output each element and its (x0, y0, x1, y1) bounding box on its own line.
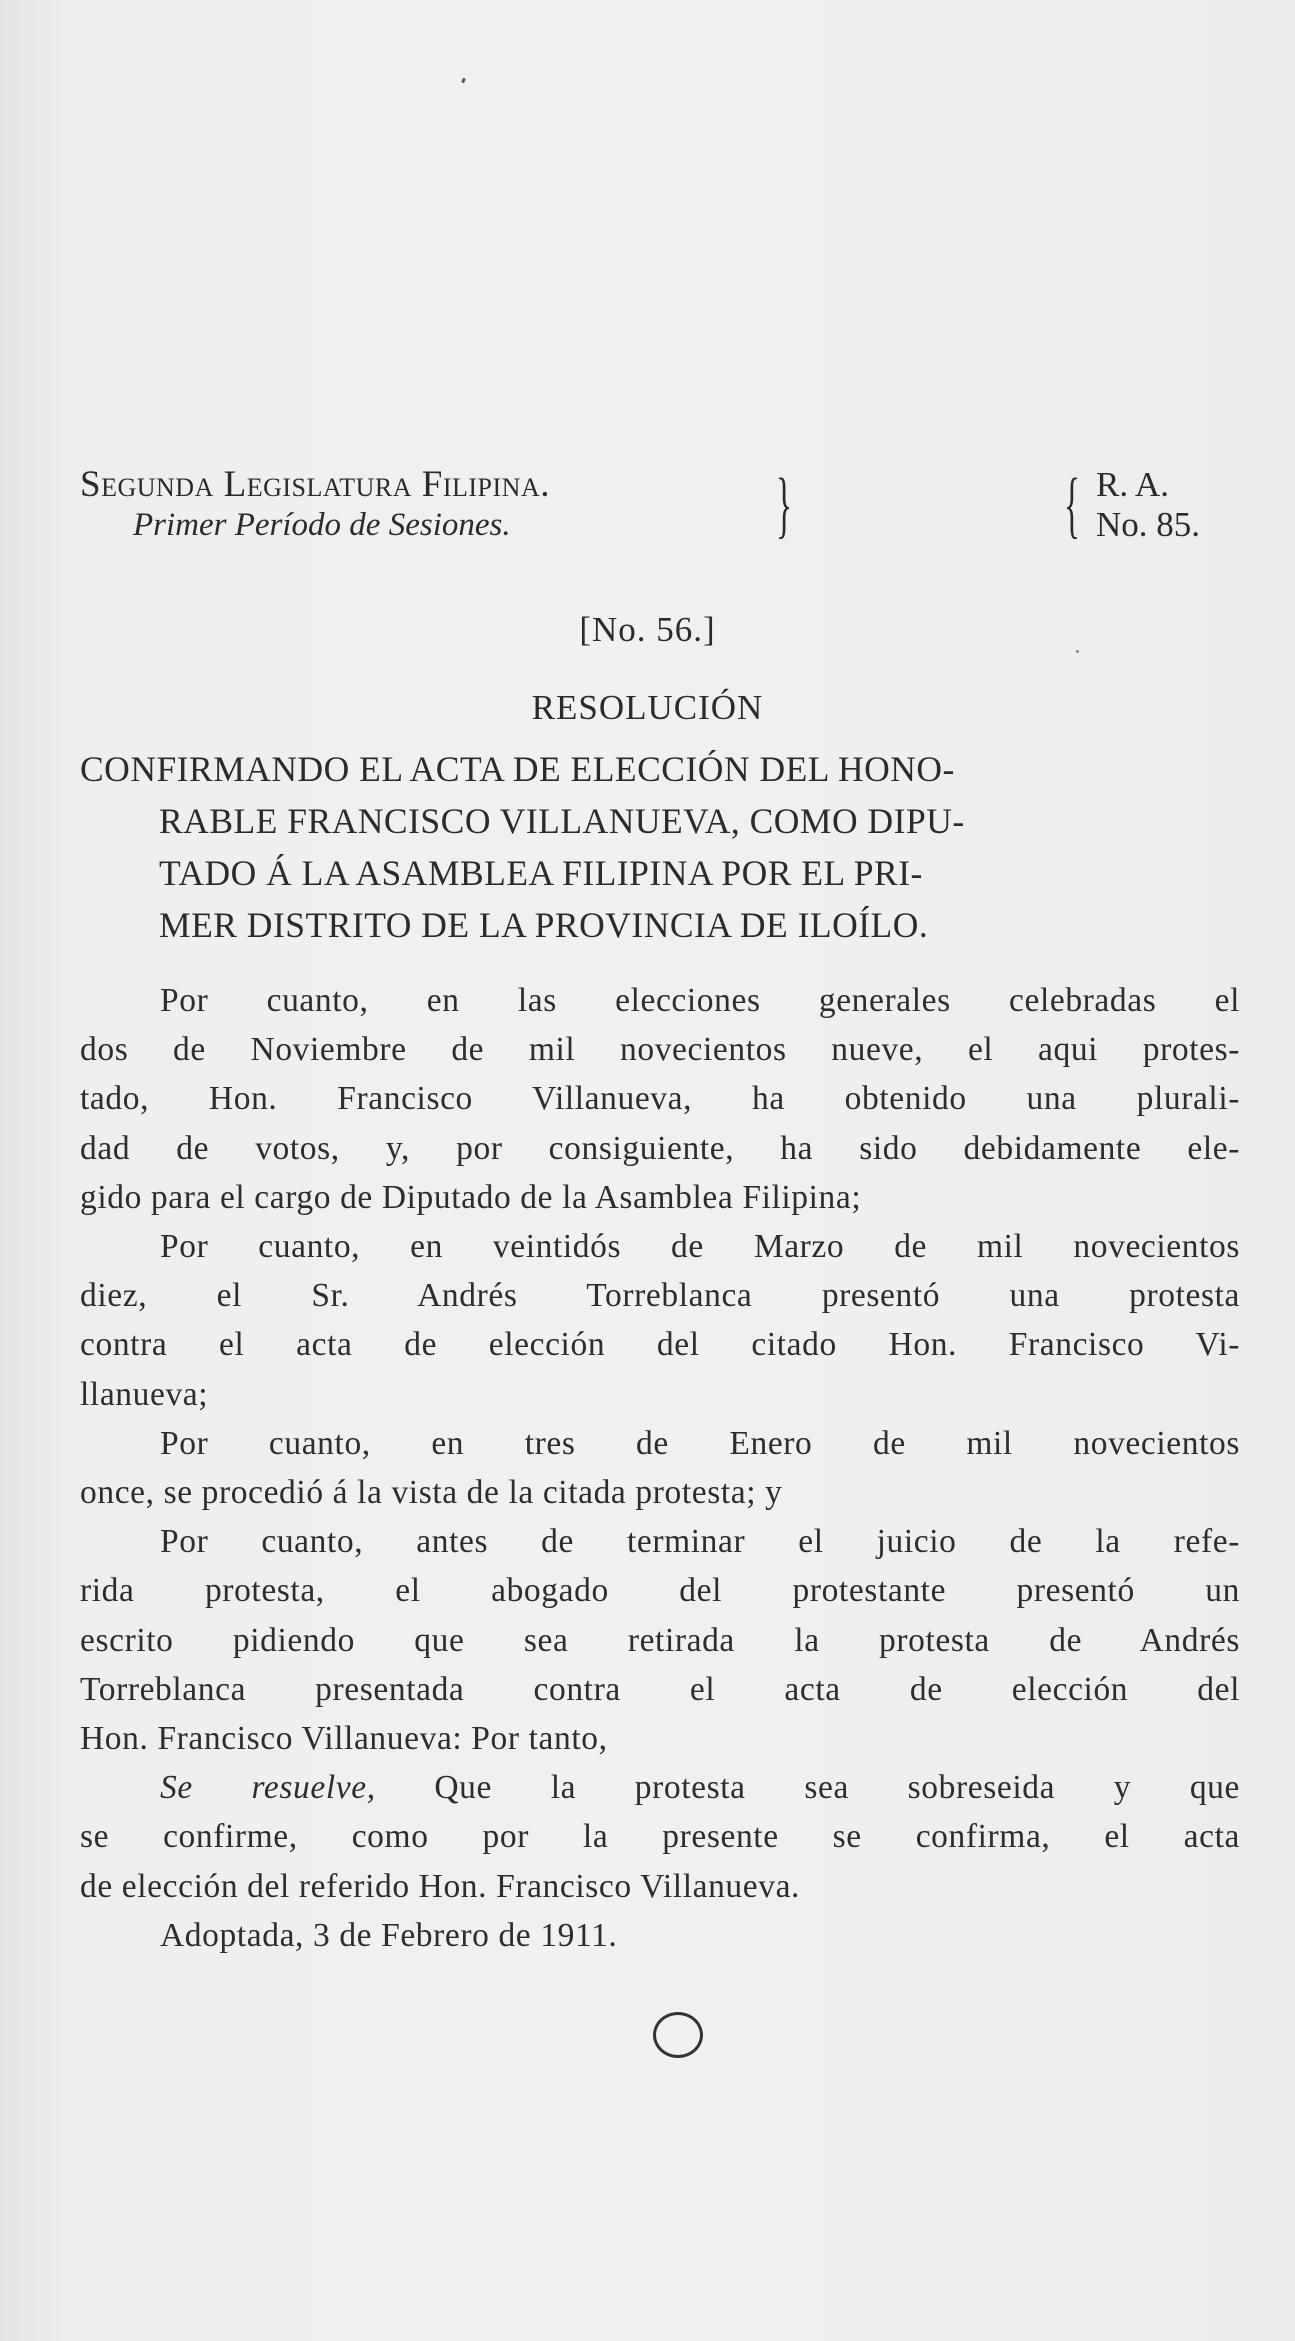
title-line: CONFIRMANDO EL ACTA DE ELECCIÓN DEL HONO- (80, 749, 955, 789)
title-line: TADO Á LA ASAMBLEA FILIPINA POR EL PRI- (159, 853, 923, 893)
resolve-phrase: Se resuelve, (160, 1769, 376, 1807)
body-line: dad de votos, y, por consiguiente, ha sido debidamente ele- (80, 1129, 1240, 1167)
body-line: llanueva; (80, 1375, 209, 1413)
body-line: contra el acta de elección del citado Hon. Francisco Vi- (80, 1326, 1240, 1364)
body-line: Por cuanto, en las elecciones generales celebradas el (160, 982, 1240, 1019)
brace-left: } (776, 464, 792, 546)
body-line: escrito pidiendo que sea retirada la protesta de Andrés (80, 1621, 1240, 1659)
title-line: MER DISTRITO DE LA PROVINCIA DE ILOÍLO. (159, 905, 929, 945)
resolution-title (80, 743, 1240, 951)
session-name: Primer Período de Sesiones. (133, 507, 511, 543)
body-line: Por cuanto, en veintidós de Marzo de mil novecientos (160, 1228, 1240, 1266)
header-left (80, 465, 780, 545)
body-line: Hon. Francisco Villanueva: Por tanto, (80, 1720, 608, 1758)
body-line: se confirme, como por la presente se confirma, el acta (80, 1818, 1240, 1856)
body-line: diez, el Sr. Andrés Torreblanca presentó una protesta (80, 1277, 1240, 1315)
body-line: de elección del referido Hon. Francisco Villanueva. (80, 1867, 801, 1905)
reference-number: No. 85. (1096, 505, 1201, 544)
title-line: RABLE FRANCISCO VILLANUEVA, COMO DIPU- (159, 801, 965, 841)
resolve-line (80, 1763, 1240, 1812)
body-line: tado, Hon. Francisco Villanueva, ha obtenido una plurali- (80, 1080, 1240, 1118)
resolution-number: [No. 56.] (579, 610, 716, 649)
legislature-name: Segunda Legislatura Filipina. (80, 464, 550, 505)
brace-right: { (1064, 464, 1080, 546)
body-line: Torreblanca presentada contra el acta de elección del (80, 1670, 1240, 1708)
body-line: dos de Noviembre de mil novecientos nueve, el aqui protes- (80, 1031, 1240, 1069)
header-right (1096, 465, 1276, 545)
body-line: Por cuanto, antes de terminar el juicio de la refe- (160, 1523, 1240, 1561)
ink-speck (461, 78, 466, 84)
body-line: once, se procedió á la vista de la citada protesta; y (80, 1474, 783, 1512)
body-line: Por cuanto, en tres de Enero de mil novecientos (160, 1424, 1240, 1462)
end-mark-circle (653, 2012, 703, 2058)
ink-speck (1076, 650, 1079, 653)
body-line: gido para el cargo de Diputado de la Asamblea Filipina; (80, 1178, 862, 1216)
heading: RESOLUCIÓN (531, 688, 764, 727)
reference-series: R. A. (1096, 465, 1169, 504)
body-line-text: Que la protesta sea sobreseida y que (434, 1769, 1240, 1807)
body-line: rida protesta, el abogado del protestante presentó un (80, 1572, 1240, 1610)
adoption-date: Adoptada, 3 de Febrero de 1911. (160, 1916, 618, 1954)
resolution-body (80, 976, 1240, 1960)
